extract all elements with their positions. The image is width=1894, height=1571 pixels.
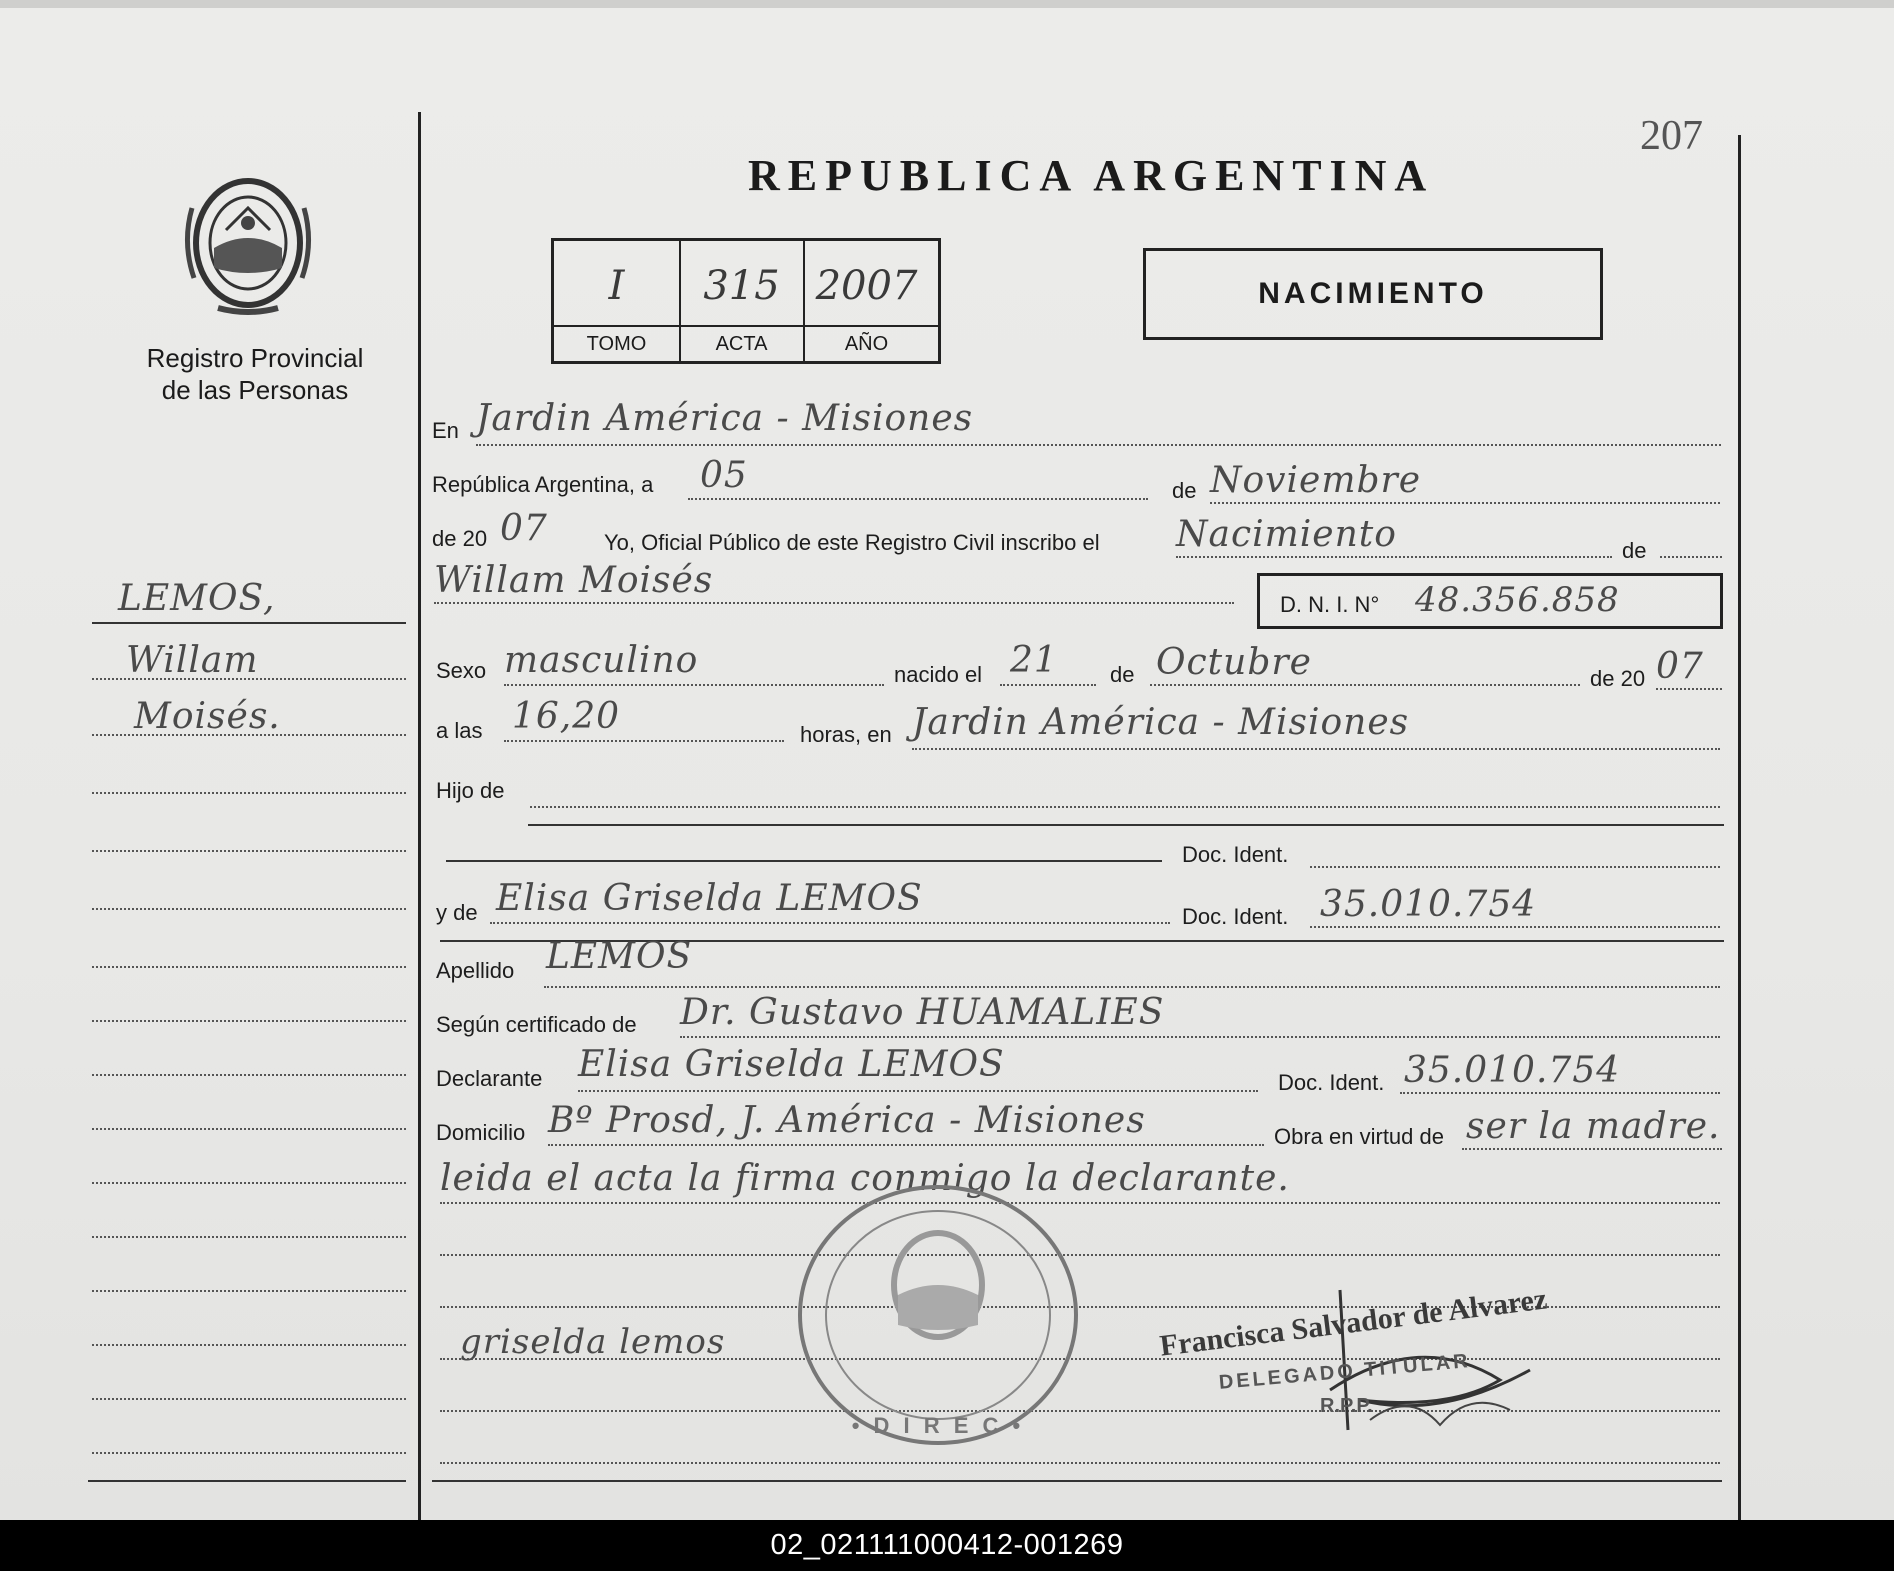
fill-line [434, 602, 1234, 604]
fill-line [544, 986, 1720, 988]
dni-label: D. N. I. N° [1280, 592, 1380, 617]
hijo-label: Hijo de [436, 778, 505, 803]
fill-line [490, 922, 1170, 924]
fill-line [1150, 684, 1580, 686]
birth-month-value: Octubre [1156, 642, 1312, 683]
yo-label: Yo, Oficial Público de este Registro Civil inscribo el [604, 530, 1100, 555]
acta-value: 315 [703, 263, 780, 309]
margin-line [92, 966, 406, 968]
provincial-seal-icon [178, 168, 318, 318]
republica-label: República Argentina, a [432, 472, 654, 497]
margin-line [92, 792, 406, 794]
fill-line [530, 806, 1720, 808]
inscribo-value: Nacimiento [1176, 514, 1397, 555]
fill-line [548, 1144, 1264, 1146]
horas-label: horas, en [800, 722, 892, 747]
fill-line [578, 1090, 1258, 1092]
birth-day-value: 21 [1010, 640, 1058, 681]
doc-ident-label: Doc. Ident. [1182, 842, 1289, 867]
hour-value: 16,20 [512, 696, 621, 737]
fill-line [1660, 556, 1722, 558]
tomo-label: TOMO [586, 333, 647, 355]
right-border [1738, 135, 1741, 1520]
declarant-signature: griselda lemos [460, 1322, 726, 1362]
en-label: En [432, 418, 459, 443]
margin-surname: LEMOS, [118, 578, 276, 619]
margin-bottom-line [88, 1480, 406, 1482]
apellido-label: Apellido [436, 958, 515, 983]
alas-label: a las [436, 718, 483, 743]
mother-doc-value: 35.010.754 [1320, 884, 1537, 925]
declarante-doc-value: 35.010.754 [1404, 1050, 1621, 1091]
fill-line [504, 740, 784, 742]
act-type-box: NACIMIENTO [1143, 248, 1603, 340]
declarante-value: Elisa Griselda LEMOS [578, 1044, 1005, 1085]
fill-line [440, 1462, 1720, 1464]
margin-line [92, 1344, 406, 1346]
ano-value: 2007 [815, 263, 918, 309]
de-label: de [1172, 478, 1197, 503]
svg-text:• D I R E C •: • D I R E C • [851, 1413, 1025, 1438]
birth-year-prefix: de 20 [1590, 666, 1646, 691]
dni-box [1257, 573, 1723, 629]
margin-line [92, 1128, 406, 1130]
month-value: Noviembre [1210, 460, 1422, 501]
fill-line [504, 684, 884, 686]
margin-line [92, 622, 406, 624]
fill-line [476, 444, 1721, 446]
doc-ident-label-3: Doc. Ident. [1278, 1070, 1385, 1095]
registry-name [105, 342, 405, 406]
dni-value: 48.356.858 [1415, 580, 1620, 620]
record-number-box [551, 238, 941, 364]
fill-line [912, 748, 1720, 750]
year-value: 07 [500, 508, 548, 549]
domicilio-value: Bº Prosd, J. América - Misiones [548, 1100, 1146, 1141]
margin-divider [418, 112, 421, 1520]
page-top-edge [0, 0, 1894, 8]
margin-line [92, 1290, 406, 1292]
yde-label: y de [436, 900, 478, 925]
margin-line [92, 908, 406, 910]
margin-given-name-2: Moisés. [134, 696, 281, 737]
child-name-value: Willam Moisés [434, 560, 714, 601]
segun-value: Dr. Gustavo HUAMALIES [680, 992, 1165, 1033]
fill-line [446, 860, 1162, 862]
declarante-label: Declarante [436, 1066, 543, 1091]
margin-line [92, 1020, 406, 1022]
doc-ident-label-2: Doc. Ident. [1182, 904, 1289, 929]
fill-line [680, 1036, 1720, 1038]
registry-stamp-icon [788, 1175, 1088, 1455]
margin-line [92, 1452, 406, 1454]
fill-line [1310, 926, 1720, 928]
registry-line-2: de las Personas [161, 375, 349, 405]
margin-line [92, 1236, 406, 1238]
official-role: DELEGADO TITULAR [1218, 1349, 1472, 1394]
de-label-3: de [1110, 662, 1135, 687]
de-label-2: de [1622, 538, 1647, 563]
observations-value: leida el acta la firma conmigo la declarante. [440, 1158, 1290, 1199]
domicilio-label: Domicilio [436, 1120, 526, 1145]
document-id-footer: 02_021111000412-001269 [0, 1520, 1894, 1571]
bottom-line [432, 1480, 1722, 1482]
margin-line [92, 1074, 406, 1076]
fill-line [1000, 684, 1096, 686]
birth-year-value: 07 [1656, 646, 1704, 687]
obra-value: ser la madre. [1466, 1106, 1721, 1147]
year-prefix: de 20 [432, 526, 488, 551]
fill-line [1210, 502, 1720, 504]
tomo-value: I [608, 263, 625, 309]
birthplace-value: Jardin América - Misiones [912, 702, 1410, 743]
fill-line [1310, 866, 1720, 868]
fill-line [1400, 1092, 1720, 1094]
margin-line [92, 1398, 406, 1400]
margin-line [92, 1182, 406, 1184]
page-number: 207 [1640, 113, 1703, 159]
margin-line [92, 850, 406, 852]
segun-label: Según certificado de [436, 1012, 637, 1037]
en-value: Jardin América - Misiones [476, 398, 974, 439]
country-title: REPUBLICA ARGENTINA [748, 151, 1435, 200]
fill-line [688, 498, 1148, 500]
fill-line [1656, 688, 1722, 690]
nacido-label: nacido el [894, 662, 983, 687]
margin-line [92, 734, 406, 736]
day-value: 05 [700, 455, 748, 496]
acta-label: ACTA [715, 333, 768, 355]
official-name: Francisca Salvador de Alvarez [1158, 1282, 1549, 1363]
fill-line [528, 824, 1724, 826]
official-abbr: R.P.P. [1320, 1395, 1373, 1417]
registry-line-1: Registro Provincial [146, 343, 364, 373]
margin-line [92, 678, 406, 680]
obra-label: Obra en virtud de [1274, 1124, 1444, 1149]
sexo-label: Sexo [436, 658, 487, 683]
sexo-value: masculino [504, 640, 699, 681]
fill-line [1462, 1148, 1722, 1150]
margin-given-name-1: Willam [126, 640, 259, 681]
fill-line [1176, 556, 1612, 558]
mother-name-value: Elisa Griselda LEMOS [496, 878, 923, 919]
ano-label: AÑO [844, 333, 889, 355]
apellido-value: LEMOS [546, 936, 693, 977]
